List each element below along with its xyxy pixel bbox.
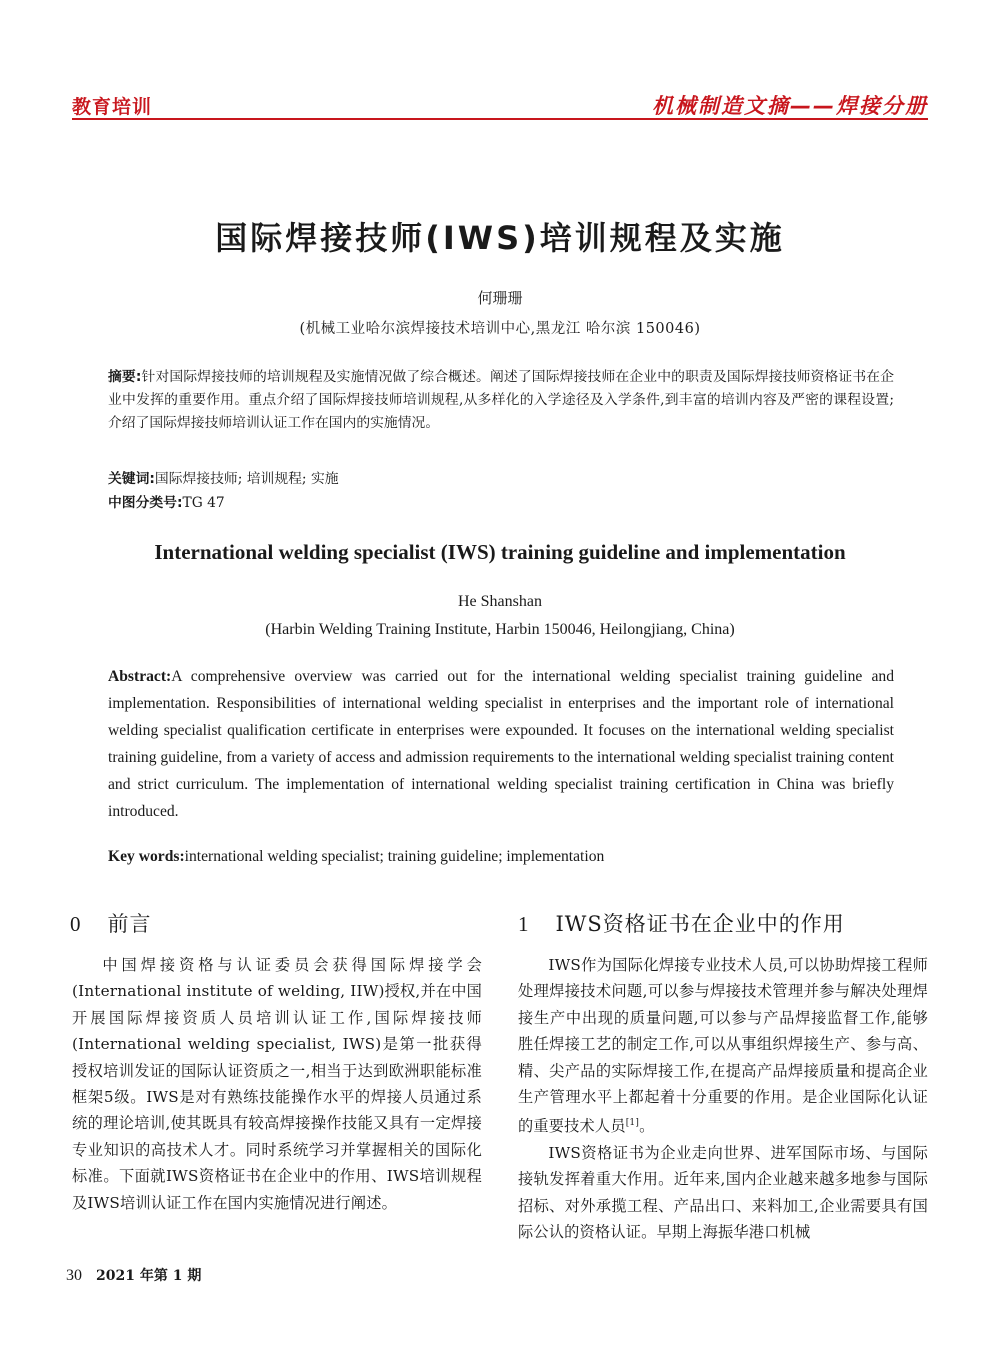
section-1-number: 1 xyxy=(518,912,530,936)
english-keywords xyxy=(108,848,604,866)
section-1-body xyxy=(518,952,928,1246)
abstract-cn xyxy=(108,366,894,435)
header-divider xyxy=(72,118,928,120)
section-1-paragraph: IWS资格证书为企业走向世界、进军国际市场、与国际接轨发挥着重大作用。近年来,国内企业越来越多地参与国际招标、对外承揽工程、产品出口、来料加工,企业需要具有国际公认的资格认证。早期上海振华港口机械 xyxy=(518,1143,928,1242)
paper-affiliation: (机械工业哈尔滨焊接技术培训中心,黑龙江 哈尔滨 150046) xyxy=(299,321,701,337)
english-title: International welding specialist (IWS) training guideline and implementation xyxy=(154,540,846,564)
issue-label: 2021 年第 1 期 xyxy=(96,1268,202,1284)
header-journal-name: 机械制造文摘——焊接分册 xyxy=(652,94,928,118)
classification-text: TG 47 xyxy=(182,495,225,511)
page-footer xyxy=(66,1265,201,1285)
section-1-paragraph xyxy=(518,952,928,1140)
page-number: 30 xyxy=(66,1267,82,1284)
section-1-title: IWS资格证书在企业中的作用 xyxy=(555,912,845,936)
paper-title: 国际焊接技师(IWS)培训规程及实施 xyxy=(215,219,785,257)
english-author: He Shanshan xyxy=(458,593,542,610)
abstract-cn-label: 摘要: xyxy=(108,369,142,385)
keywords-cn-text: 国际焊接技师; 培训规程; 实施 xyxy=(154,471,339,487)
paper-author: 何珊珊 xyxy=(477,289,523,307)
section-1-paragraph-end: 。 xyxy=(639,1117,655,1136)
abstract-cn-text: 针对国际焊接技师的培训规程及实施情况做了综合概述。阐述了国际焊接技师在企业中的职责及国际焊接技师资格证书在企业中发挥的重要作用。重点介绍了国际焊接技师培训规程,从多样化的入学途径及入学条件,到丰富的培训内容及严密的课程设置;介绍了国际焊接技师培训认证工作在国内的实施情况。 xyxy=(108,369,894,431)
citation-reference: [1] xyxy=(625,1118,640,1129)
classification-label: 中图分类号: xyxy=(108,495,183,511)
section-1-heading xyxy=(518,908,845,938)
section-0-number: 0 xyxy=(70,912,82,936)
section-0-title: 前言 xyxy=(107,912,152,936)
english-affiliation: (Harbin Welding Training Institute, Harbin 150046, Heilongjiang, China) xyxy=(265,621,735,638)
section-0-heading xyxy=(70,908,152,938)
english-abstract-label: Abstract: xyxy=(108,668,172,685)
header-section-label: 教育培训 xyxy=(72,96,153,118)
english-abstract xyxy=(108,663,894,825)
section-1-paragraph-text: IWS作为国际化焊接专业技术人员,可以协助焊接工程师处理焊接技术问题,可以参与焊接技术管理并参与解决处理焊接生产中出现的质量问题,可以参与产品焊接监督工作,能够胜任焊接工艺的制定工作,可以从事组织焊接生产、参与高、精、尖产品的实际焊接工作,在提高产品焊接质量和提高企业生产管理水平上都起着十分重要的作用。是企业国际化认证的重要技术人员 xyxy=(518,956,928,1136)
english-keywords-label: Key words: xyxy=(108,848,185,865)
section-0-paragraph: 中国焊接资格与认证委员会获得国际焊接学会(International institute of welding, IIW)授权,并在中国开展国际焊接资质人员培训认证工作,国际焊接技师(International welding specialist, IWS)是第一批获得授权培训发证的国际认证资质之一,相当于达到欧洲职能标准框架5级。IWS是对有熟练技能操作水平的焊接人员通过系统的理论培训,使其既具有较高焊接操作技能又具有一定焊接专业知识的高技术人才。同时系统学习并掌握相关的国际化标准。下面就IWS资格证书在企业中的作用、IWS培训规程及IWS培训认证工作在国内实施情况进行阐述。 xyxy=(72,956,482,1212)
keywords-cn-label: 关键词: xyxy=(108,471,155,487)
classification-number xyxy=(108,491,225,511)
section-0-body xyxy=(72,952,482,1216)
english-abstract-text: A comprehensive overview was carried out for the international welding specialist training guideline and implementation. Responsibilities of international welding specialist in enterprises and the important role of international welding specialist qualification certificate in enterprises were expounded. It focuses on the international welding specialist training guideline, from a variety of access and admission requirements to the international welding specialist training content and strict curriculum. The implementation of international welding specialist training certification in China was briefly introduced. xyxy=(108,668,894,820)
english-keywords-text: international welding specialist; training guideline; implementation xyxy=(184,848,605,865)
keywords-cn xyxy=(108,467,339,487)
